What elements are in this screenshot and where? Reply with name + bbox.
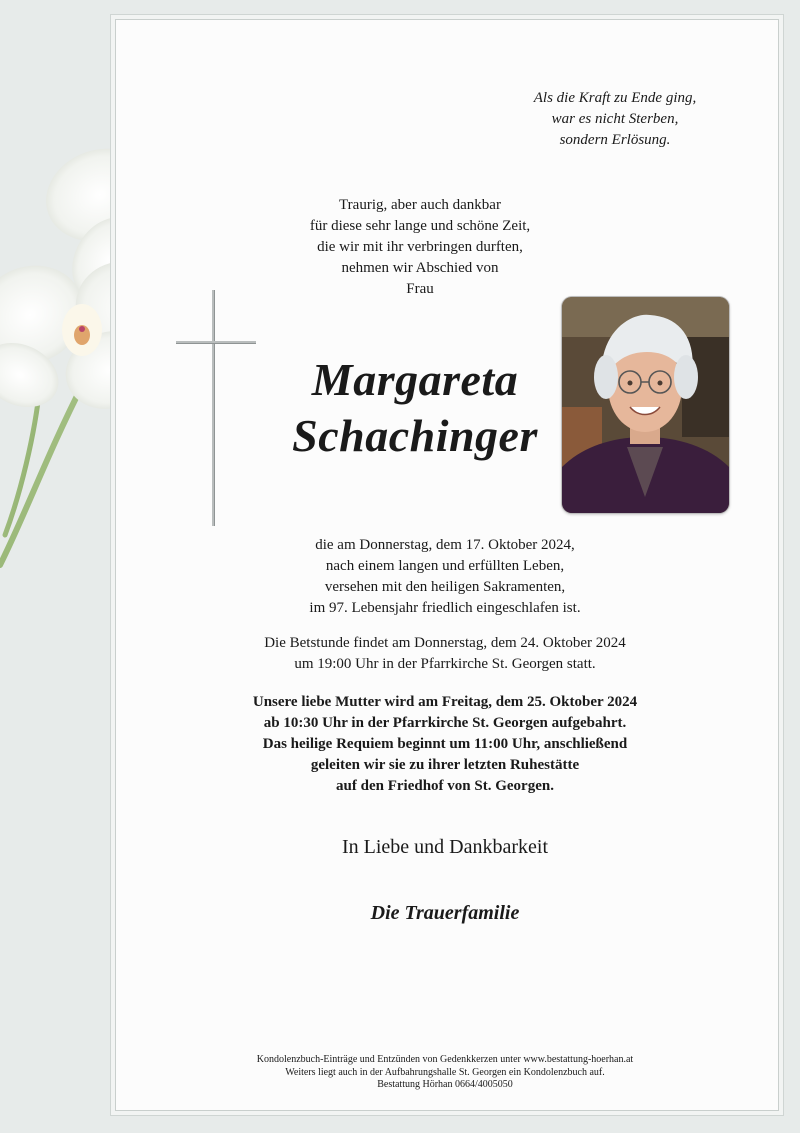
closing-phrase: In Liebe und Dankbarkeit (341, 836, 549, 858)
details-line: nach einem langen und erfüllten Leben, (325, 558, 565, 574)
funeral-info (180, 692, 710, 797)
details-line: im 97. Lebensjahr friedlich eingeschlafen ist. (309, 600, 581, 616)
prayer-line: um 19:00 Uhr in der Pfarrkirche St. Georgen statt. (294, 656, 596, 672)
first-name: Margareta (311, 354, 519, 405)
funeral-line: auf den Friedhof von St. Georgen. (336, 778, 554, 794)
cross-icon (172, 290, 258, 530)
death-details (180, 535, 710, 619)
poem-line: war es nicht Sterben, (551, 111, 679, 127)
prayer-line: Die Betstunde findet am Donnerstag, dem 24. Oktober 2024 (264, 635, 626, 651)
intro-line: nehmen wir Abschied von (341, 260, 499, 276)
funeral-line: geleiten wir sie zu ihrer letzten Ruhestätte (310, 757, 580, 773)
footer-info (180, 1054, 710, 1092)
intro-line: die wir mit ihr verbringen durften, (317, 239, 523, 255)
poem-quote (470, 88, 760, 151)
details-line: versehen mit den heiligen Sakramenten, (324, 579, 566, 595)
details-line: die am Donnerstag, dem 17. Oktober 2024, (315, 537, 575, 553)
intro-line: Traurig, aber auch dankbar (339, 197, 501, 213)
prayer-hour-info (180, 633, 710, 675)
funeral-line: ab 10:30 Uhr in der Pfarrkirche St. Georgen aufgebahrt. (263, 715, 627, 731)
funeral-line: Das heilige Requiem beginnt um 11:00 Uhr, anschließend (262, 736, 628, 752)
deceased-name (270, 352, 560, 464)
footer-line: Kondolenzbuch-Einträge und Entzünden von Gedenkkerzen unter www.bestattung-hoerhan.at (256, 1054, 634, 1065)
footer-line: Bestattung Hörhan 0664/4005050 (377, 1079, 513, 1090)
funeral-line: Unsere liebe Mutter wird am Freitag, dem 25. Oktober 2024 (252, 694, 638, 710)
poem-line: Als die Kraft zu Ende ging, (533, 90, 697, 106)
last-name: Schachinger (292, 410, 538, 461)
family-signature: Die Trauerfamilie (370, 902, 520, 924)
intro-text (290, 195, 550, 300)
poem-line: sondern Erlösung. (559, 132, 671, 148)
footer-line: Weiters liegt auch in der Aufbahrungshalle St. Georgen ein Kondolenzbuch auf. (285, 1066, 605, 1078)
intro-line: Frau (406, 281, 434, 297)
intro-line: für diese sehr lange und schöne Zeit, (309, 218, 531, 234)
portrait-photo (562, 297, 729, 513)
